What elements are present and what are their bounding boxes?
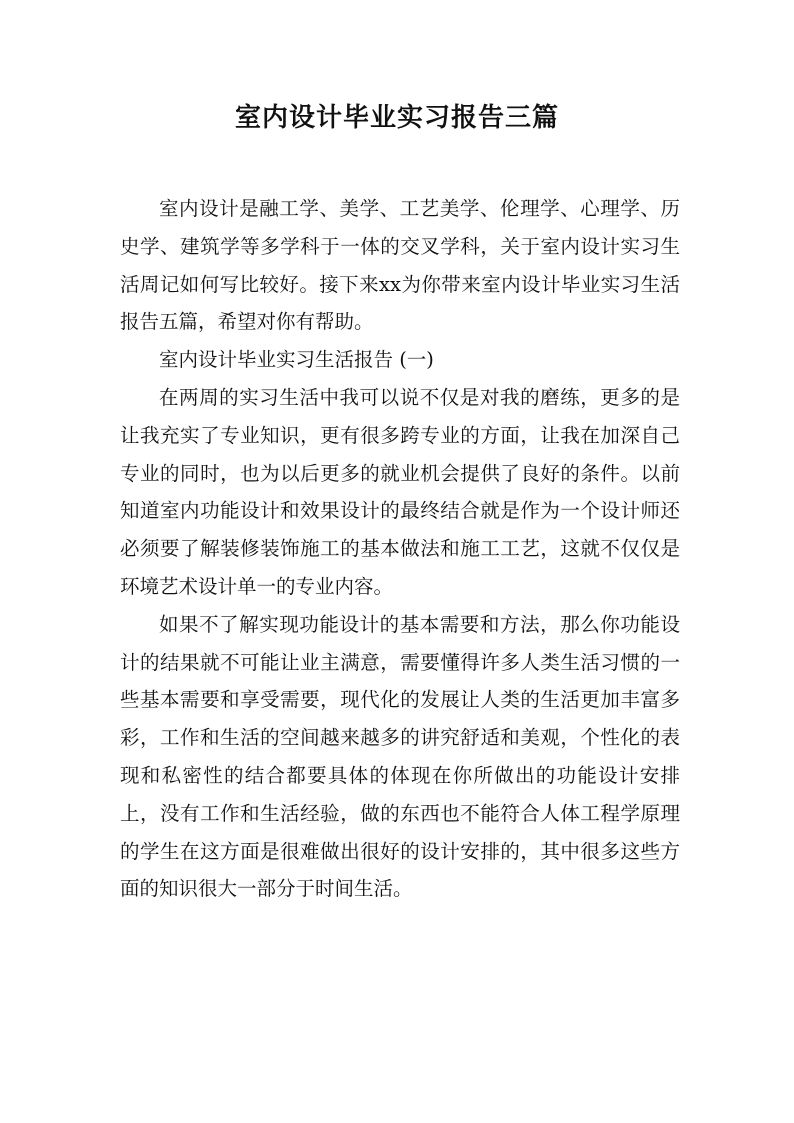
document-body bbox=[120, 190, 680, 908]
document-title: 室内设计毕业实习报告三篇 bbox=[234, 103, 559, 133]
body-paragraph: 如果不了解实现功能设计的基本需要和方法，那么你功能设计的结果就不可能让业主满意，需要懂得许多人类生活习惯的一些基本需要和享受需要，现代化的发展让人类的生活更加丰富多彩，工作和生活的空间越来越多的讲究舒适和美观，个性化的表现和私密性的结合都要具体的体现在你所做出的功能设计安排上，没有工作和生活经验，做的东西也不能符合人体工程学原理的学生在这方面是很难做出很好的设计安排的，其中很多这些方面的知识很大一部分于时间生活。 bbox=[120, 612, 680, 901]
body-paragraph: 在两周的实习生活中我可以说不仅是对我的磨练，更多的是让我充实了专业知识，更有很多跨专业的方面，让我在加深自己专业的同时，也为以后更多的就业机会提供了良好的条件。以前知道室内功能设计和效果设计的最终结合就是作为一个设计师还必须要了解装修装饰施工的基本做法和施工工艺，这就不仅仅是环境艺术设计单一的专业内容。 bbox=[120, 385, 680, 598]
intro-paragraph: 室内设计是融工学、美学、工艺美学、伦理学、心理学、历史学、建筑学等多学科于一体的交叉学科，关于室内设计实习生活周记如何写比较好。接下来xx为你带来室内设计毕业实习生活报告五篇，希望对你有帮助。 bbox=[120, 197, 680, 334]
section-heading: 室内设计毕业实习生活报告 (一) bbox=[159, 348, 434, 372]
